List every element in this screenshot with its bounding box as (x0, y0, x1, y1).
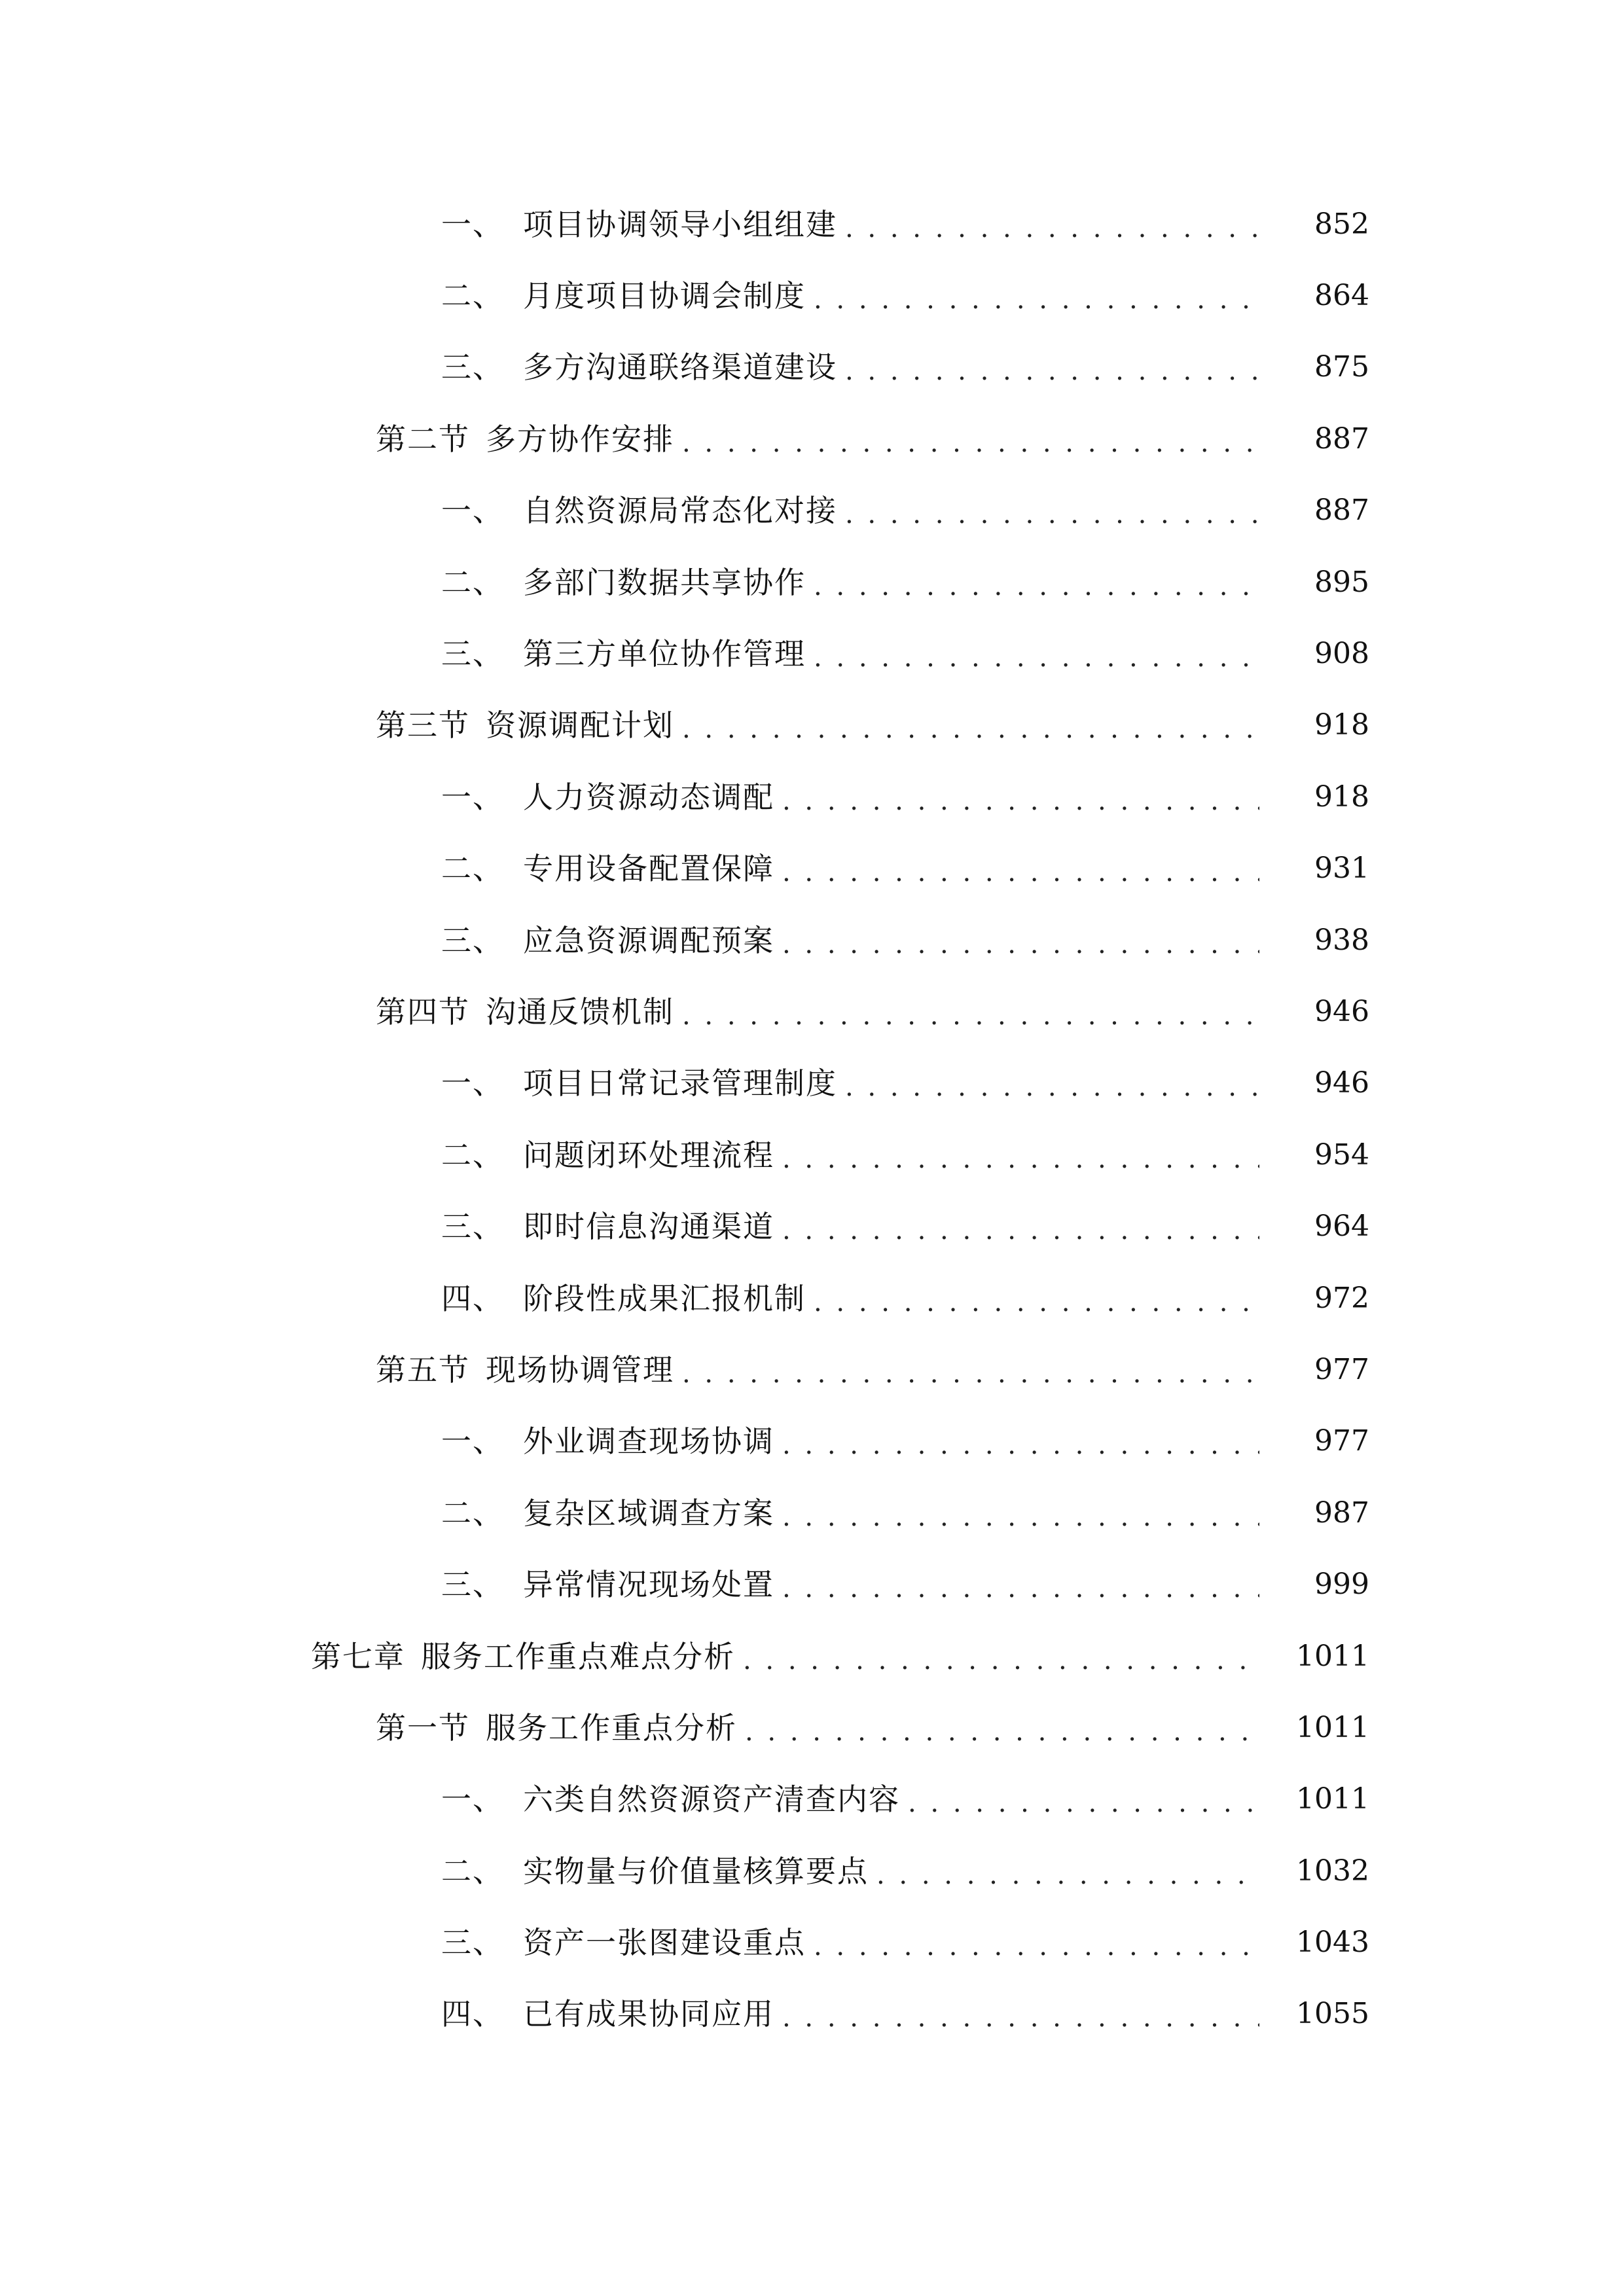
toc-entry[interactable] (0, 761, 1624, 833)
toc-dot-leader (845, 1074, 1259, 1100)
toc-dot-leader (814, 573, 1259, 600)
toc-entry-page-number: 977 (1314, 1352, 1369, 1386)
toc-entry[interactable] (0, 1477, 1624, 1549)
toc-entry-page-number: 908 (1314, 637, 1369, 671)
toc-entry-number: 一、 (441, 206, 504, 242)
toc-entry-title: 多方沟通联络渠道建设 (523, 350, 837, 386)
toc-entry-page-number: 946 (1314, 1066, 1369, 1100)
toc-entry-number: 第三节 (376, 708, 470, 744)
toc-entry-number: 第五节 (376, 1352, 470, 1388)
toc-entry-page-number: 938 (1314, 923, 1369, 957)
toc-entry-page-number: 887 (1314, 422, 1369, 456)
toc-entry-number: 三、 (441, 1567, 504, 1603)
toc-entry[interactable] (0, 332, 1624, 403)
toc-entry[interactable] (0, 1549, 1624, 1620)
toc-dot-leader (782, 788, 1259, 814)
toc-dot-leader (782, 1575, 1259, 1602)
toc-dot-leader (908, 1790, 1259, 1816)
toc-entry-title: 现场协调管理 (486, 1352, 674, 1388)
toc-entry-page-number: 1011 (1296, 1639, 1369, 1673)
toc-dot-leader (814, 287, 1259, 313)
toc-entry[interactable] (0, 1263, 1624, 1334)
toc-entry-title: 资产一张图建设重点 (523, 1925, 806, 1961)
toc-entry-page-number: 1043 (1296, 1926, 1369, 1960)
toc-entry-title: 资源调配计划 (486, 708, 674, 744)
toc-dot-leader (682, 1361, 1259, 1387)
toc-entry[interactable] (0, 905, 1624, 976)
toc-dot-leader (745, 1719, 1259, 1745)
toc-entry-page-number: 999 (1314, 1568, 1369, 1602)
toc-entry-number: 二、 (441, 564, 504, 600)
toc-dot-leader (782, 1217, 1259, 1244)
toc-entry[interactable] (0, 618, 1624, 689)
toc-entry-page-number: 931 (1314, 852, 1369, 886)
toc-entry[interactable] (0, 547, 1624, 618)
toc-entry-title: 六类自然资源资产清查内容 (523, 1782, 900, 1818)
toc-entry-page-number: 918 (1314, 708, 1369, 742)
toc-entry-title: 沟通反馈机制 (486, 994, 674, 1030)
toc-entry-page-number: 895 (1314, 565, 1369, 599)
toc-entry-number: 一、 (441, 779, 504, 815)
toc-entry[interactable] (0, 1692, 1624, 1763)
toc-entry-title: 项目日常记录管理制度 (523, 1066, 837, 1102)
toc-entry-number: 三、 (441, 922, 504, 958)
toc-entry-page-number: 864 (1314, 279, 1369, 313)
toc-dot-leader (682, 430, 1259, 456)
toc-entry-title: 异常情况现场处置 (523, 1567, 774, 1603)
toc-entry-number: 第二节 (376, 421, 470, 457)
toc-entry-title: 外业调查现场协调 (523, 1424, 774, 1460)
toc-dot-leader (814, 1933, 1259, 1960)
toc-dot-leader (782, 859, 1259, 886)
toc-entry-page-number: 946 (1314, 994, 1369, 1028)
toc-entry[interactable] (0, 690, 1624, 761)
toc-dot-leader (682, 1003, 1259, 1029)
toc-dot-leader (743, 1647, 1259, 1674)
table-of-contents (0, 188, 1624, 2050)
toc-entry-page-number: 954 (1314, 1138, 1369, 1172)
toc-entry-title: 月度项目协调会制度 (523, 278, 806, 314)
toc-entry-number: 第四节 (376, 994, 470, 1030)
toc-entry-page-number: 1055 (1296, 1997, 1369, 2031)
toc-entry[interactable] (0, 188, 1624, 260)
toc-entry[interactable] (0, 475, 1624, 547)
toc-entry-title: 复杂区域调查方案 (523, 1495, 774, 1531)
toc-entry[interactable] (0, 403, 1624, 475)
toc-entry-page-number: 875 (1314, 350, 1369, 384)
toc-dot-leader (782, 1146, 1259, 1172)
toc-entry-number: 一、 (441, 493, 504, 529)
toc-entry-title: 第三方单位协作管理 (523, 636, 806, 672)
toc-dot-leader (845, 358, 1259, 384)
toc-dot-leader (814, 1289, 1259, 1316)
toc-entry-number: 一、 (441, 1066, 504, 1102)
toc-entry[interactable] (0, 1406, 1624, 1477)
toc-entry-title: 专用设备配置保障 (523, 851, 774, 887)
toc-entry-title: 已有成果协同应用 (523, 1996, 774, 2032)
toc-entry-page-number: 987 (1314, 1496, 1369, 1530)
toc-entry-title: 人力资源动态调配 (523, 779, 774, 815)
toc-entry[interactable] (0, 833, 1624, 905)
toc-entry-page-number: 964 (1314, 1210, 1369, 1244)
toc-entry[interactable] (0, 1979, 1624, 2050)
toc-entry-title: 实物量与价值量核算要点 (523, 1853, 869, 1889)
toc-dot-leader (845, 501, 1259, 528)
toc-entry-page-number: 1011 (1296, 1710, 1369, 1744)
toc-entry-page-number: 918 (1314, 780, 1369, 814)
toc-entry-title: 服务工作重点难点分析 (421, 1638, 735, 1674)
toc-entry-page-number: 1032 (1296, 1854, 1369, 1888)
toc-entry[interactable] (0, 1835, 1624, 1907)
toc-dot-leader (876, 1862, 1259, 1888)
toc-dot-leader (782, 1504, 1259, 1530)
toc-entry-number: 三、 (441, 636, 504, 672)
toc-entry-number: 三、 (441, 350, 504, 386)
toc-entry-number: 三、 (441, 1925, 504, 1961)
toc-entry-page-number: 977 (1314, 1424, 1369, 1458)
toc-entry-page-number: 887 (1314, 493, 1369, 528)
toc-dot-leader (814, 645, 1259, 671)
toc-entry-page-number: 1011 (1296, 1782, 1369, 1816)
toc-entry-number: 二、 (441, 1137, 504, 1173)
toc-entry[interactable] (0, 976, 1624, 1047)
toc-entry-title: 自然资源局常态化对接 (523, 493, 837, 529)
toc-dot-leader (682, 716, 1259, 742)
toc-dot-leader (782, 2005, 1259, 2031)
toc-entry-page-number: 852 (1314, 207, 1369, 241)
toc-entry-title: 项目协调领导小组组建 (523, 206, 837, 242)
toc-entry-number: 一、 (441, 1424, 504, 1460)
toc-entry[interactable] (0, 1621, 1624, 1692)
toc-entry-title: 服务工作重点分析 (486, 1710, 737, 1746)
toc-entry-number: 一、 (441, 1782, 504, 1818)
toc-entry-title: 多部门数据共享协作 (523, 564, 806, 600)
toc-entry-number: 第一节 (376, 1710, 470, 1746)
toc-entry-number: 四、 (441, 1996, 504, 2032)
toc-entry-title: 阶段性成果汇报机制 (523, 1280, 806, 1316)
toc-entry-title: 即时信息沟通渠道 (523, 1209, 774, 1245)
toc-entry-page-number: 972 (1314, 1281, 1369, 1315)
toc-entry[interactable] (0, 1334, 1624, 1405)
toc-entry[interactable] (0, 1191, 1624, 1262)
toc-entry[interactable] (0, 1907, 1624, 1978)
toc-entry-title: 问题闭环处理流程 (523, 1137, 774, 1173)
toc-entry-title: 多方协作安排 (486, 421, 674, 457)
toc-entry[interactable] (0, 1048, 1624, 1119)
toc-entry-number: 二、 (441, 1495, 504, 1531)
toc-entry-number: 二、 (441, 278, 504, 314)
toc-dot-leader (845, 215, 1259, 242)
toc-entry-number: 三、 (441, 1209, 504, 1245)
toc-entry[interactable] (0, 1119, 1624, 1191)
toc-entry-title: 应急资源调配预案 (523, 922, 774, 958)
toc-dot-leader (782, 931, 1259, 958)
toc-entry-number: 二、 (441, 851, 504, 887)
toc-entry[interactable] (0, 1764, 1624, 1835)
toc-dot-leader (782, 1432, 1259, 1458)
toc-entry-number: 二、 (441, 1853, 504, 1889)
toc-entry-number: 四、 (441, 1280, 504, 1316)
toc-entry-number: 第七章 (311, 1638, 405, 1674)
toc-entry[interactable] (0, 260, 1624, 331)
